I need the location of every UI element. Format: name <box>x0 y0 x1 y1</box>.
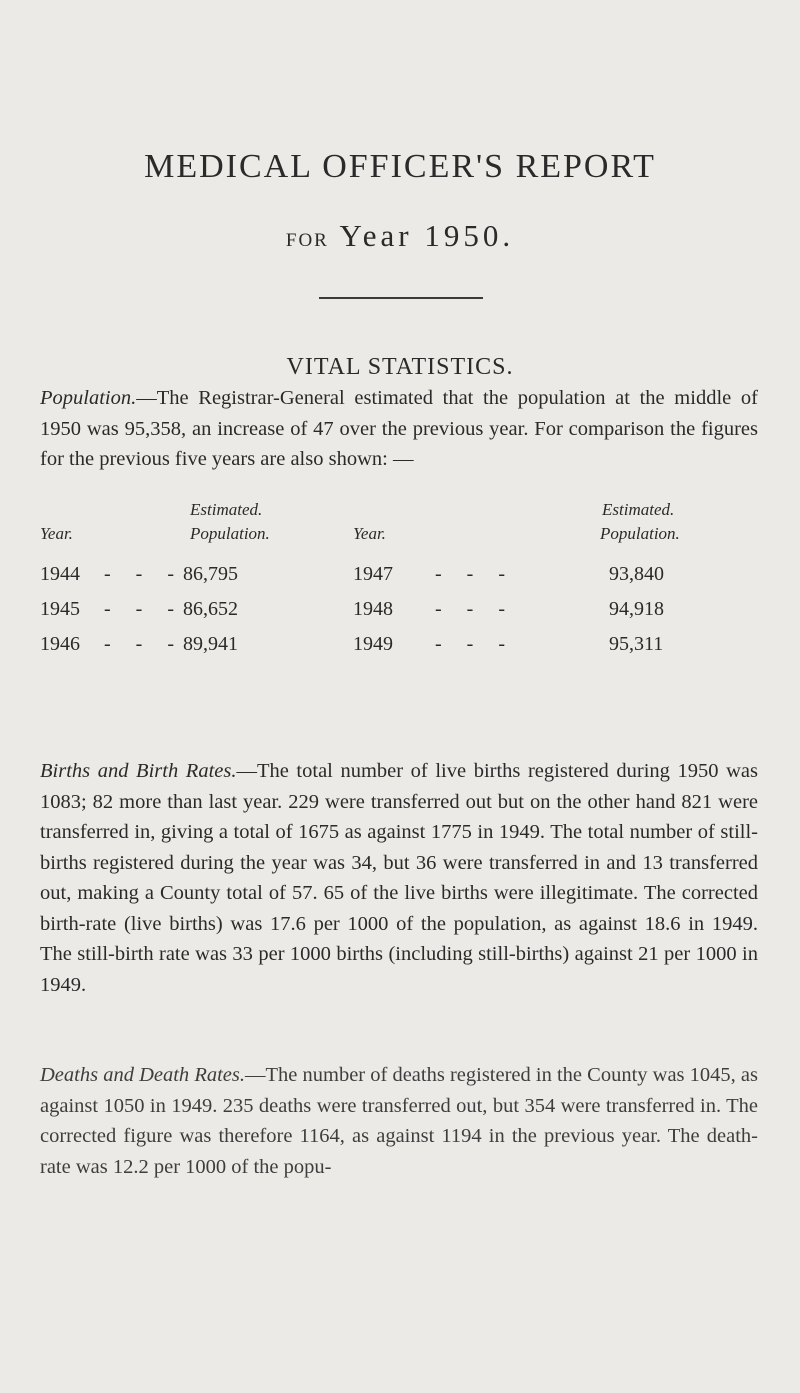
population-lead: Population. <box>40 387 137 409</box>
deaths-paragraph <box>40 1060 758 1182</box>
table-header-population-right: Population. <box>600 524 680 543</box>
table-leader: - - - <box>435 598 515 620</box>
table-cell-population: 94,918 <box>609 598 664 620</box>
births-text: —The total number of live births registered during 1950 was 1083; 82 more than last year. 229 were transferred out but on the other hand 821 were transferred in, giving a total of 1675 as against 1775 in 1949. The total number of still-births registered during the year was 34, but 36 were transferred in and 13 transferred out, making a County total of 57. 65 of the live births were illegitimate. The corrected birth-rate (live births) was 17.6 per 1000 of the population, as against 18.6 in 1949. The still-birth rate was 33 per 1000 births (including still-births) against 21 per 1000 in 1949. <box>40 760 758 996</box>
table-header-year-left: Year. <box>40 524 73 543</box>
births-lead: Births and Birth Rates. <box>40 760 237 782</box>
title-divider <box>319 297 483 299</box>
table-leader: - - - <box>104 598 184 620</box>
table-cell-population: 86,795 <box>183 563 238 585</box>
table-header-estimated-left: Estimated. <box>190 500 263 519</box>
table-leader: - - - <box>104 563 184 585</box>
table-cell-population: 86,652 <box>183 598 238 620</box>
table-leader: - - - <box>435 633 515 655</box>
births-paragraph <box>40 756 758 1000</box>
table-header-year-right: Year. <box>353 524 386 543</box>
deaths-text: —The number of deaths registered in the County was 1045, as against 1050 in 1949. 235 deaths were transferred out, but 354 were transferred in. The corrected figure was therefore 1164, as against 1194 in the previous year. The death-rate was 12.2 per 1000 of the popu- <box>40 1064 758 1178</box>
table-header-estimated-right: Estimated. <box>602 500 675 519</box>
table-cell-population: 95,311 <box>609 633 664 655</box>
population-text: —The Registrar-General estimated that the population at the middle of 1950 was 95,358, an increase of 47 over the previous year. For comparison the figures for the previous five years are also shown: — <box>40 387 758 470</box>
subtitle-for: FOR <box>285 230 329 251</box>
subtitle-year: Year 1950. <box>339 218 515 253</box>
section-title: VITAL STATISTICS. <box>286 354 514 380</box>
table-cell-year: 1947 <box>353 563 393 585</box>
table-cell-year: 1944 <box>40 563 80 585</box>
deaths-lead: Deaths and Death Rates. <box>40 1064 245 1086</box>
table-header-population-left: Population. <box>190 524 270 543</box>
table-cell-population: 93,840 <box>609 563 664 585</box>
table-cell-year: 1945 <box>40 598 80 620</box>
table-leader: - - - <box>104 633 184 655</box>
table-cell-year: 1946 <box>40 633 80 655</box>
population-table <box>40 497 758 697</box>
table-cell-year: 1949 <box>353 633 393 655</box>
report-title: MEDICAL OFFICER'S REPORT <box>144 148 656 185</box>
population-paragraph <box>40 383 758 475</box>
table-cell-year: 1948 <box>353 598 393 620</box>
table-cell-population: 89,941 <box>183 633 238 655</box>
table-leader: - - - <box>435 563 515 585</box>
report-subtitle <box>0 218 800 254</box>
